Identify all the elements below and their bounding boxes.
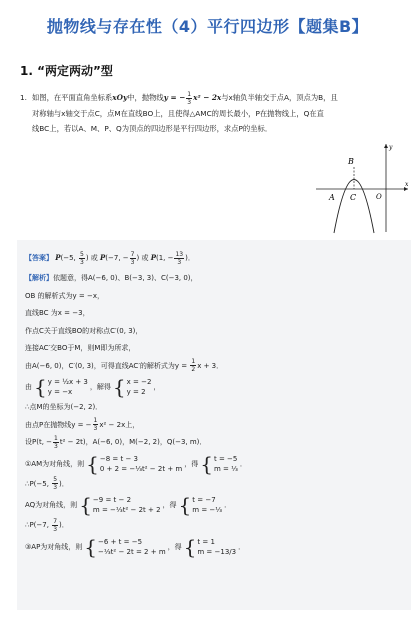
system-row: y = ½x + 3 bbox=[47, 378, 88, 386]
fraction bbox=[186, 91, 192, 106]
numerator: 7 bbox=[130, 250, 135, 258]
analysis-line bbox=[25, 375, 403, 399]
problem-statement bbox=[20, 90, 410, 137]
problem-text: 对称轴与x轴交于点C，点M在直线BO上，且使得△AMC的周长最小，P在抛物线上，Q在直 bbox=[32, 108, 324, 118]
label-c: C bbox=[350, 193, 357, 202]
numerator: 1 bbox=[191, 358, 196, 365]
analysis-text: ． bbox=[238, 542, 246, 551]
fraction bbox=[53, 435, 59, 450]
analysis-line bbox=[25, 452, 403, 476]
equation-system: { y = ½x + 3 y = −x bbox=[34, 375, 88, 399]
system-row: t = −7 bbox=[192, 496, 216, 504]
analysis-line: ∴点M的坐标为(−2, 2)． bbox=[25, 403, 103, 411]
system-row: m = ⅓ bbox=[213, 464, 238, 473]
analysis-text: ③AP为对角线，则 bbox=[25, 542, 83, 551]
numerator: 1 bbox=[93, 417, 98, 424]
fraction bbox=[52, 476, 58, 491]
analysis-text: ∴P(−7, bbox=[25, 521, 52, 529]
or-text: 或 bbox=[141, 254, 149, 262]
analysis-text: ， bbox=[153, 383, 161, 391]
equation-system: { −8 = t − 3 0 + 2 = −⅓t² − 2t + m bbox=[86, 451, 183, 476]
analysis-text: x² − 2x上， bbox=[99, 420, 140, 429]
equation: y = − bbox=[163, 93, 186, 102]
denominator: 3 bbox=[53, 484, 58, 491]
denominator: 2 bbox=[191, 366, 196, 373]
y-axis-arrow bbox=[384, 144, 388, 148]
equation-system: { t = −7 m = −⅓ bbox=[178, 493, 223, 517]
solution-panel bbox=[17, 240, 411, 610]
analysis-line bbox=[25, 517, 403, 535]
equation-system: { −6 + t = −5 −⅓t² − 2t = 2 + m bbox=[84, 534, 166, 559]
analysis-text: ①AM为对角线，则 bbox=[25, 459, 85, 468]
analysis-text: 由A(−6, 0)，C′(0, 3)，可得直线AC′的解析式为y = bbox=[25, 361, 190, 370]
numerator: 1 bbox=[54, 434, 58, 442]
fraction bbox=[52, 518, 58, 533]
parabola-figure bbox=[312, 140, 412, 235]
page-title: 抛物线与存在性（4）平行四边形【题集B】 bbox=[46, 17, 369, 36]
numerator: 5 bbox=[53, 476, 58, 483]
numerator: 13 bbox=[175, 250, 184, 258]
analysis-text: 依题意，得A(−6, 0)、B(−3, 3)、C(−3, 0)， bbox=[53, 274, 198, 282]
analysis-line bbox=[25, 417, 403, 435]
label-y: y bbox=[389, 144, 393, 151]
analysis-line: OB 的解析式为y = −x， bbox=[25, 291, 105, 300]
system-row: x = −2 bbox=[126, 378, 152, 386]
fraction bbox=[93, 417, 99, 432]
system-row: −9 = t − 2 bbox=[92, 496, 132, 504]
analysis-text: ． bbox=[224, 501, 232, 509]
problem-text: 中，抛物线 bbox=[127, 93, 164, 102]
equation-system: { t = 1 m = −13/3 bbox=[183, 534, 237, 559]
denominator: 3 bbox=[93, 425, 98, 432]
analysis-text: )． bbox=[59, 479, 69, 488]
point-p: P bbox=[100, 253, 106, 262]
system-row: t = −5 bbox=[213, 454, 238, 463]
analysis-line: 直线BC 为x = −3， bbox=[25, 309, 90, 317]
system-row: y = −x bbox=[47, 388, 73, 396]
answer-part: (−7, − bbox=[105, 254, 129, 262]
analysis-text: AQ为对角线，则 bbox=[25, 501, 78, 509]
fraction bbox=[130, 251, 136, 266]
problem-text: 与x轴负半轴交于点A，顶点为B，且 bbox=[221, 93, 338, 102]
numerator: 7 bbox=[53, 517, 58, 525]
analysis-text: x + 3． bbox=[197, 361, 224, 370]
system-row: t = 1 bbox=[197, 537, 215, 546]
denominator: 3 bbox=[54, 442, 58, 450]
point-p: P bbox=[150, 253, 156, 262]
denominator: 3 bbox=[130, 258, 135, 266]
numerator: 5 bbox=[80, 250, 84, 258]
equation-system: { x = −2 y = 2 bbox=[112, 375, 152, 399]
answer-tag: 【答案】 bbox=[25, 254, 53, 262]
analysis-line bbox=[25, 270, 403, 288]
system-row: −6 + t = −5 bbox=[98, 537, 143, 546]
answer-line: 【答案】 P(−5, $\frac{5}{3}$ ) 或 P(−7, − $\frac{7}{3}$ ) 或 P(1, − $\frac{13}{3}$ )． bbox=[25, 250, 195, 266]
coord-system: xOy bbox=[112, 93, 128, 102]
answer-part: )． bbox=[185, 254, 195, 262]
point-p: P bbox=[55, 253, 61, 262]
analysis-text: ，得 bbox=[184, 459, 199, 468]
analysis-line: 作点C关于直线BO的对称点C′(0, 3)， bbox=[25, 326, 143, 335]
analysis-line bbox=[25, 535, 403, 559]
equation-system: { −9 = t − 2 m = −⅓t² − 2t + 2 bbox=[79, 493, 161, 517]
numerator: 1 bbox=[187, 90, 192, 98]
analysis-line: 连接AC′交BO于M，则M即为所求， bbox=[25, 344, 136, 352]
system-row: −8 = t − 3 bbox=[99, 454, 138, 463]
answer-part: (−5, bbox=[60, 254, 78, 262]
analysis-line bbox=[25, 358, 403, 376]
fraction bbox=[79, 251, 85, 266]
system-row: −⅓t² − 2t = 2 + m bbox=[98, 547, 166, 556]
label-o: O bbox=[376, 193, 382, 201]
analysis-text: ． bbox=[239, 459, 247, 468]
system-row: y = 2 bbox=[126, 388, 146, 396]
analysis-text: 设P(t, − bbox=[25, 438, 53, 446]
parabola-curve bbox=[334, 180, 374, 234]
analysis-text: 由 bbox=[25, 383, 32, 391]
system-row: m = −⅓t² − 2t + 2 bbox=[92, 506, 161, 514]
denominator: 3 bbox=[80, 258, 84, 266]
label-b: B bbox=[348, 157, 354, 166]
fraction bbox=[190, 358, 196, 373]
system-row: 0 + 2 = −⅓t² − 2t + m bbox=[99, 464, 183, 473]
denominator: 3 bbox=[177, 258, 182, 266]
analysis-text: ，解得 bbox=[89, 383, 111, 391]
analysis-text: 由点P在抛物线y = − bbox=[25, 420, 92, 429]
section-heading: 1. “两定两动”型 bbox=[20, 64, 113, 78]
problem-text: 如图，在平面直角坐标系 bbox=[32, 93, 113, 102]
answer-part: (1, − bbox=[155, 254, 174, 262]
problem-text: 线BC上，若以A、M、P、Q为顶点的四边形是平行四边形，求点P的坐标． bbox=[32, 124, 273, 133]
analysis-text: )． bbox=[59, 521, 69, 529]
analysis-line bbox=[25, 434, 403, 452]
analysis-text: t² − 2t)，A(−6, 0)，M(−2, 2)，Q(−3, m)． bbox=[59, 438, 207, 446]
system-row: m = −13/3 bbox=[197, 547, 237, 556]
analysis-line bbox=[25, 493, 403, 517]
analysis-tag: 【解析】 bbox=[25, 274, 53, 282]
system-row: m = −⅓ bbox=[192, 506, 223, 514]
equation-system: { t = −5 m = ⅓ bbox=[200, 451, 238, 476]
label-a: A bbox=[329, 193, 335, 202]
denominator: 3 bbox=[187, 98, 192, 106]
problem-number: 1. bbox=[20, 93, 27, 102]
fraction bbox=[174, 251, 184, 266]
or-text: 或 bbox=[90, 254, 98, 262]
denominator: 3 bbox=[53, 525, 58, 533]
label-x: x bbox=[405, 181, 409, 188]
analysis-text: ，得 bbox=[167, 542, 182, 551]
analysis-text: ，得 bbox=[162, 501, 177, 509]
analysis-line bbox=[25, 476, 403, 494]
analysis-text: ∴P(−5, bbox=[25, 479, 52, 488]
equation: x² − 2x bbox=[193, 93, 222, 102]
